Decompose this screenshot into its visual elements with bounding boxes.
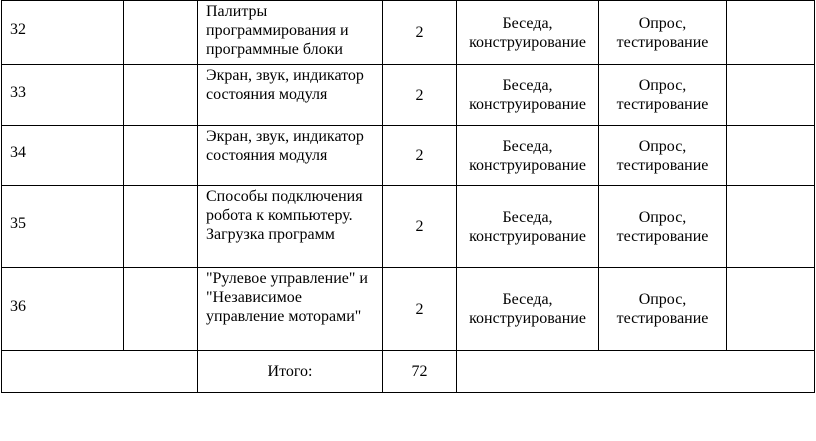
total-label: Итого: [198, 351, 383, 393]
lesson-form: Беседа, конструирование [457, 1, 599, 65]
lesson-topic: "Рулевое управление" и "Независимое управление моторами" [198, 268, 383, 351]
lesson-date-cell [124, 268, 198, 351]
table-row [2, 126, 815, 186]
lesson-hours: 2 [383, 186, 457, 268]
total-row [2, 351, 815, 393]
lesson-date-cell [124, 65, 198, 126]
lesson-number: 32 [2, 1, 124, 65]
lesson-control: Опрос, тестирование [599, 186, 727, 268]
lesson-topic: Палитры программирования и программные блоки [198, 1, 383, 65]
total-empty-cell [2, 351, 198, 393]
lesson-number: 34 [2, 126, 124, 186]
lesson-number: 36 [2, 268, 124, 351]
lesson-number: 33 [2, 65, 124, 126]
lesson-form: Беседа, конструирование [457, 268, 599, 351]
lesson-topic: Экран, звук, индикатор состояния модуля [198, 126, 383, 186]
lesson-plan-table [1, 0, 815, 393]
lesson-hours: 2 [383, 126, 457, 186]
lesson-hours: 2 [383, 268, 457, 351]
lesson-note-cell [727, 65, 815, 126]
lesson-note-cell [727, 186, 815, 268]
lesson-topic: Экран, звук, индикатор состояния модуля [198, 65, 383, 126]
lesson-topic: Способы подключения робота к компьютеру. Загрузка программ [198, 186, 383, 268]
lesson-date-cell [124, 1, 198, 65]
lesson-number: 35 [2, 186, 124, 268]
lesson-control: Опрос, тестирование [599, 268, 727, 351]
lesson-hours: 2 [383, 65, 457, 126]
table-row [2, 65, 815, 126]
lesson-note-cell [727, 126, 815, 186]
lesson-date-cell [124, 186, 198, 268]
lesson-note-cell [727, 1, 815, 65]
table-row [2, 1, 815, 65]
total-hours: 72 [383, 351, 457, 393]
lesson-form: Беседа, конструирование [457, 186, 599, 268]
lesson-date-cell [124, 126, 198, 186]
lesson-hours: 2 [383, 1, 457, 65]
lesson-note-cell [727, 268, 815, 351]
lesson-control: Опрос, тестирование [599, 126, 727, 186]
table-row [2, 268, 815, 351]
lesson-form: Беседа, конструирование [457, 65, 599, 126]
lesson-form: Беседа, конструирование [457, 126, 599, 186]
table-row [2, 186, 815, 268]
total-trailing-cell [457, 351, 815, 393]
lesson-control: Опрос, тестирование [599, 1, 727, 65]
lesson-control: Опрос, тестирование [599, 65, 727, 126]
